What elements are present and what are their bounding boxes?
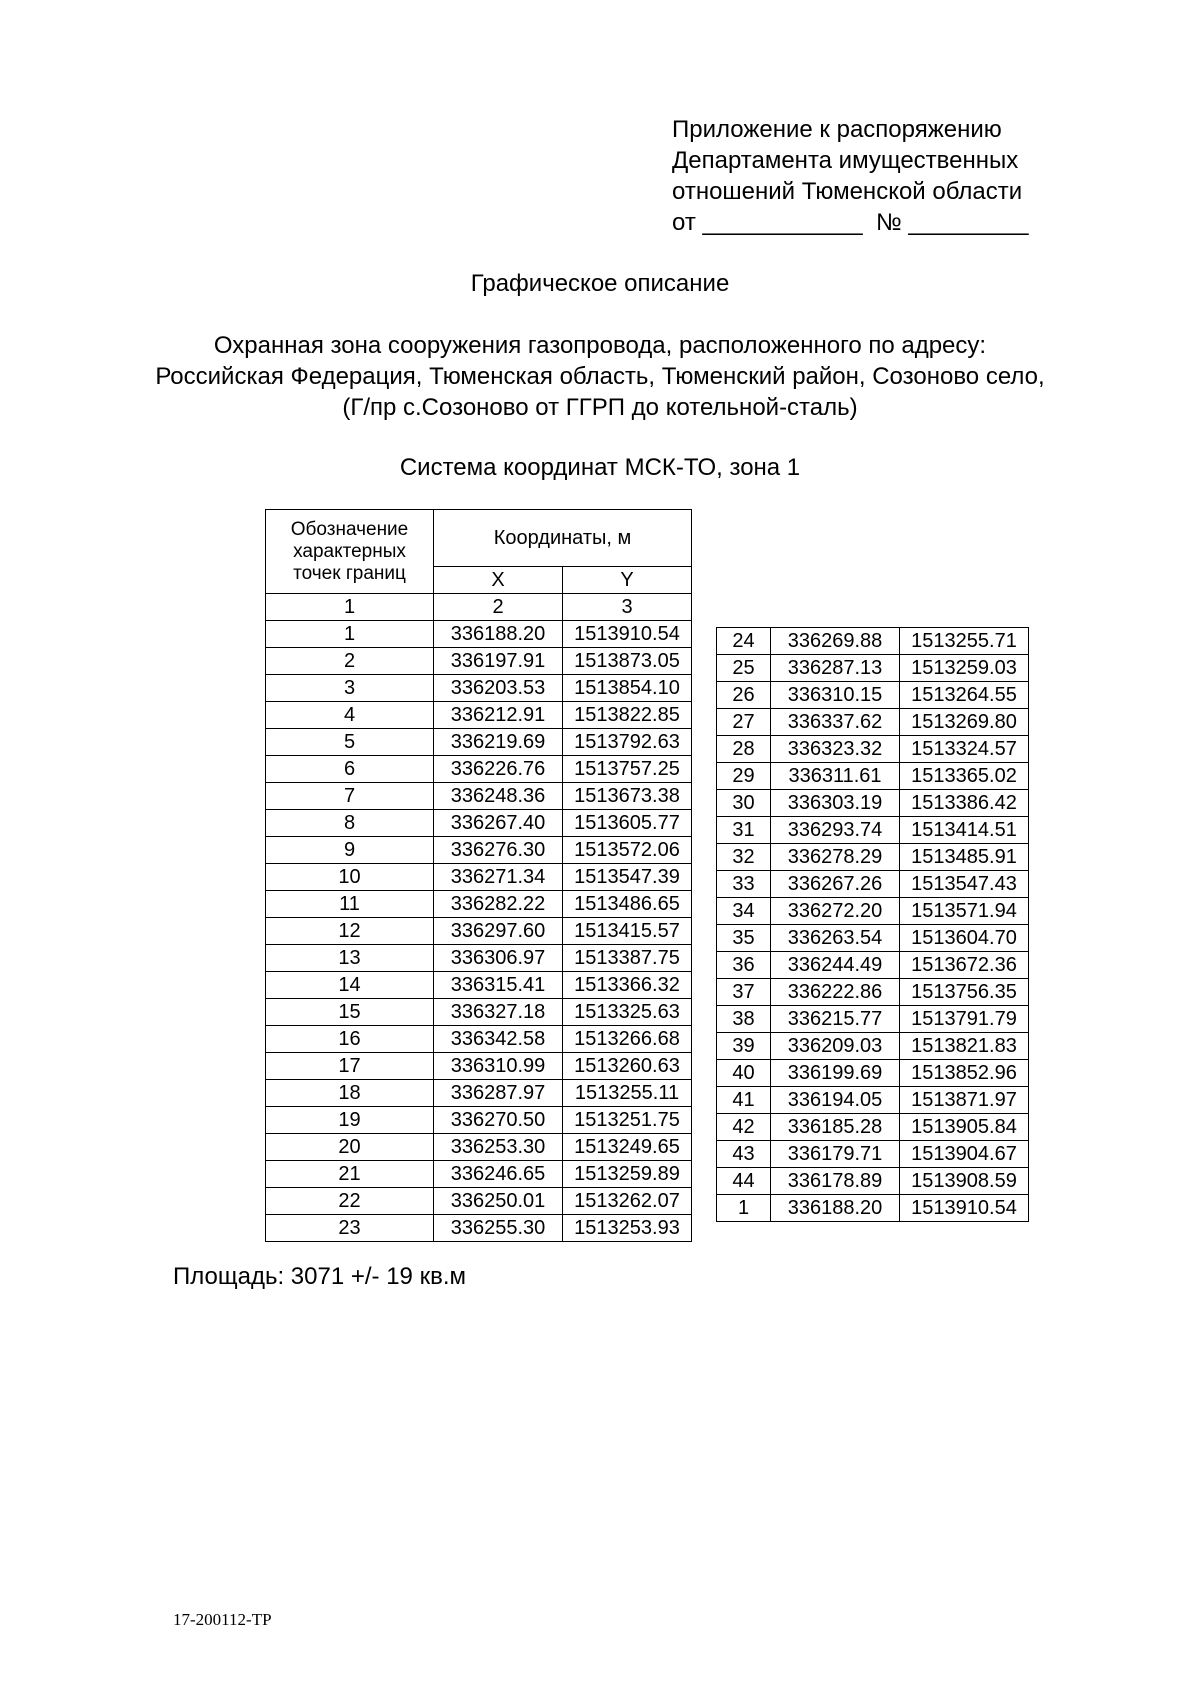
point-number: 28 — [717, 736, 771, 763]
coord-y: 1513262.07 — [563, 1188, 692, 1215]
table-row — [717, 1114, 1029, 1141]
coord-y: 1513259.03 — [900, 655, 1029, 682]
coord-y: 1513672.36 — [900, 952, 1029, 979]
point-number: 39 — [717, 1033, 771, 1060]
point-number: 34 — [717, 898, 771, 925]
table-row — [717, 709, 1029, 736]
point-number: 42 — [717, 1114, 771, 1141]
point-number: 33 — [717, 871, 771, 898]
coord-x: 336310.15 — [771, 682, 900, 709]
point-number: 8 — [266, 810, 434, 837]
point-number: 20 — [266, 1134, 434, 1161]
coord-y: 1513908.59 — [900, 1168, 1029, 1195]
table-row — [266, 891, 692, 918]
table-row — [266, 945, 692, 972]
table-row — [266, 1161, 692, 1188]
coord-x: 336342.58 — [434, 1026, 563, 1053]
coord-x: 336327.18 — [434, 999, 563, 1026]
coord-x: 336226.76 — [434, 756, 563, 783]
table-row — [266, 837, 692, 864]
table-row — [717, 871, 1029, 898]
table-row — [266, 1215, 692, 1242]
point-number: 31 — [717, 817, 771, 844]
coord-y: 1513255.11 — [563, 1080, 692, 1107]
coord-y: 1513547.39 — [563, 864, 692, 891]
point-number: 40 — [717, 1060, 771, 1087]
coord-x: 336282.22 — [434, 891, 563, 918]
coord-x: 336179.71 — [771, 1141, 900, 1168]
subject-line-3: (Г/пр с.Созоново от ГГРП до котельной-сталь) — [342, 394, 858, 421]
point-number: 38 — [717, 1006, 771, 1033]
coord-x: 336287.13 — [771, 655, 900, 682]
coord-x: 336185.28 — [771, 1114, 900, 1141]
appendix-line-2: Департамента имущественных — [672, 147, 1019, 174]
coord-x: 336250.01 — [434, 1188, 563, 1215]
appendix-date-number-line: от ____________ № _________ — [672, 209, 1029, 236]
coord-y: 1513821.83 — [900, 1033, 1029, 1060]
coord-y: 1513757.25 — [563, 756, 692, 783]
coord-y: 1513822.85 — [563, 702, 692, 729]
coord-y: 1513904.67 — [900, 1141, 1029, 1168]
coord-y: 1513673.38 — [563, 783, 692, 810]
coord-y: 1513486.65 — [563, 891, 692, 918]
table-row — [266, 1080, 692, 1107]
coord-x: 336246.65 — [434, 1161, 563, 1188]
subject-line-1: Охранная зона сооружения газопровода, расположенного по адресу: — [213, 332, 987, 359]
point-number: 21 — [266, 1161, 434, 1188]
coord-y: 1513571.94 — [900, 898, 1029, 925]
coord-x: 336293.74 — [771, 817, 900, 844]
coord-y: 1513871.97 — [900, 1087, 1029, 1114]
point-number: 24 — [717, 628, 771, 655]
point-number: 5 — [266, 729, 434, 756]
coord-x: 336188.20 — [434, 621, 563, 648]
coord-y: 1513269.80 — [900, 709, 1029, 736]
coord-x: 336323.32 — [771, 736, 900, 763]
point-number: 1 — [717, 1195, 771, 1222]
table-row — [717, 763, 1029, 790]
point-number: 32 — [717, 844, 771, 871]
point-number: 27 — [717, 709, 771, 736]
coord-x: 336315.41 — [434, 972, 563, 999]
point-number: 19 — [266, 1107, 434, 1134]
coord-x: 336248.36 — [434, 783, 563, 810]
point-number: 36 — [717, 952, 771, 979]
point-number: 14 — [266, 972, 434, 999]
point-number: 41 — [717, 1087, 771, 1114]
col-number-2: 2 — [434, 594, 563, 621]
point-number: 26 — [717, 682, 771, 709]
subject-line-2: Российская Федерация, Тюменская область, Тюменский район, Созоново село, — [155, 363, 1045, 390]
coord-x: 336178.89 — [771, 1168, 900, 1195]
coord-x: 336311.61 — [771, 763, 900, 790]
point-number: 13 — [266, 945, 434, 972]
table-row — [266, 729, 692, 756]
table-row — [266, 999, 692, 1026]
coord-y: 1513572.06 — [563, 837, 692, 864]
point-number: 1 — [266, 621, 434, 648]
coord-y: 1513260.63 — [563, 1053, 692, 1080]
header-coordinates-label: Координаты, м — [434, 510, 692, 567]
coord-x: 336263.54 — [771, 925, 900, 952]
coord-x: 336267.40 — [434, 810, 563, 837]
coord-y: 1513253.93 — [563, 1215, 692, 1242]
point-number: 23 — [266, 1215, 434, 1242]
document-code: 17-200112-ТР — [173, 1610, 272, 1629]
table-row — [717, 1060, 1029, 1087]
coord-y: 1513910.54 — [900, 1195, 1029, 1222]
coord-y: 1513792.63 — [563, 729, 692, 756]
document-title: Графическое описание — [470, 270, 730, 297]
table-row — [266, 1134, 692, 1161]
point-number: 22 — [266, 1188, 434, 1215]
coord-y: 1513905.84 — [900, 1114, 1029, 1141]
coord-x: 336244.49 — [771, 952, 900, 979]
coord-x: 336253.30 — [434, 1134, 563, 1161]
coord-y: 1513852.96 — [900, 1060, 1029, 1087]
coord-x: 336287.97 — [434, 1080, 563, 1107]
coord-y: 1513605.77 — [563, 810, 692, 837]
table-row — [717, 898, 1029, 925]
table-row — [266, 621, 692, 648]
coord-x: 336203.53 — [434, 675, 563, 702]
coord-y: 1513259.89 — [563, 1161, 692, 1188]
coord-x: 336278.29 — [771, 844, 900, 871]
coord-x: 336222.86 — [771, 979, 900, 1006]
coord-x: 336212.91 — [434, 702, 563, 729]
coord-y: 1513604.70 — [900, 925, 1029, 952]
table-row — [266, 783, 692, 810]
table-row — [717, 1168, 1029, 1195]
coord-y: 1513854.10 — [563, 675, 692, 702]
coord-y: 1513414.51 — [900, 817, 1029, 844]
table-row — [717, 925, 1029, 952]
coord-y: 1513756.35 — [900, 979, 1029, 1006]
coord-x: 336194.05 — [771, 1087, 900, 1114]
table-row — [717, 844, 1029, 871]
table-row — [266, 810, 692, 837]
table-row — [717, 682, 1029, 709]
coord-x: 336306.97 — [434, 945, 563, 972]
table-column-number-row — [266, 594, 692, 621]
coord-x: 336270.50 — [434, 1107, 563, 1134]
table-row — [717, 952, 1029, 979]
coord-y: 1513387.75 — [563, 945, 692, 972]
point-number: 43 — [717, 1141, 771, 1168]
coord-x: 336197.91 — [434, 648, 563, 675]
point-number: 25 — [717, 655, 771, 682]
coord-y: 1513249.65 — [563, 1134, 692, 1161]
col-number-1: 1 — [266, 594, 434, 621]
coord-x: 336199.69 — [771, 1060, 900, 1087]
appendix-header — [672, 114, 1029, 238]
table-row — [266, 702, 692, 729]
header-x: X — [434, 567, 563, 594]
coord-y: 1513910.54 — [563, 621, 692, 648]
point-number: 37 — [717, 979, 771, 1006]
point-number: 6 — [266, 756, 434, 783]
point-number: 15 — [266, 999, 434, 1026]
coord-y: 1513386.42 — [900, 790, 1029, 817]
coord-x: 336272.20 — [771, 898, 900, 925]
coordinates-table-continuation — [716, 627, 1029, 1222]
table-row — [717, 979, 1029, 1006]
coordinate-system: Система координат МСК-ТО, зона 1 — [399, 454, 801, 481]
table-row — [717, 1195, 1029, 1222]
coord-x: 336271.34 — [434, 864, 563, 891]
table-row — [266, 648, 692, 675]
coord-y: 1513547.43 — [900, 871, 1029, 898]
point-number: 10 — [266, 864, 434, 891]
table-row — [717, 1033, 1029, 1060]
coord-y: 1513415.57 — [563, 918, 692, 945]
point-number: 9 — [266, 837, 434, 864]
coord-x: 336303.19 — [771, 790, 900, 817]
header-y: Y — [563, 567, 692, 594]
point-number: 18 — [266, 1080, 434, 1107]
table-row — [266, 918, 692, 945]
coord-x: 336310.99 — [434, 1053, 563, 1080]
header-point-label: Обозначение характерных точек границ — [266, 510, 434, 594]
coord-x: 336215.77 — [771, 1006, 900, 1033]
table-row — [717, 1087, 1029, 1114]
table-row — [266, 1188, 692, 1215]
coord-x: 336297.60 — [434, 918, 563, 945]
table-row — [266, 675, 692, 702]
coord-y: 1513791.79 — [900, 1006, 1029, 1033]
table-row — [717, 817, 1029, 844]
point-number: 35 — [717, 925, 771, 952]
coord-y: 1513366.32 — [563, 972, 692, 999]
coordinates-table — [265, 509, 692, 1242]
point-number: 29 — [717, 763, 771, 790]
point-number: 2 — [266, 648, 434, 675]
table-row — [717, 1006, 1029, 1033]
coord-y: 1513485.91 — [900, 844, 1029, 871]
point-number: 30 — [717, 790, 771, 817]
coord-y: 1513266.68 — [563, 1026, 692, 1053]
table-row — [266, 1107, 692, 1134]
point-number: 3 — [266, 675, 434, 702]
coord-x: 336269.88 — [771, 628, 900, 655]
coord-x: 336188.20 — [771, 1195, 900, 1222]
point-number: 44 — [717, 1168, 771, 1195]
coord-y: 1513365.02 — [900, 763, 1029, 790]
table-row — [717, 655, 1029, 682]
coord-y: 1513251.75 — [563, 1107, 692, 1134]
coord-x: 336337.62 — [771, 709, 900, 736]
coord-y: 1513255.71 — [900, 628, 1029, 655]
coord-y: 1513325.63 — [563, 999, 692, 1026]
point-number: 17 — [266, 1053, 434, 1080]
table-row — [266, 1053, 692, 1080]
coord-x: 336209.03 — [771, 1033, 900, 1060]
coord-x: 336267.26 — [771, 871, 900, 898]
coord-y: 1513873.05 — [563, 648, 692, 675]
coord-x: 336219.69 — [434, 729, 563, 756]
table-row — [266, 972, 692, 999]
point-number: 11 — [266, 891, 434, 918]
area-value: Площадь: 3071 +/- 19 кв.м — [173, 1263, 466, 1290]
point-number: 12 — [266, 918, 434, 945]
table-row — [717, 790, 1029, 817]
col-number-3: 3 — [563, 594, 692, 621]
table-row — [717, 736, 1029, 763]
coord-x: 336276.30 — [434, 837, 563, 864]
table-row — [717, 1141, 1029, 1168]
table-row — [717, 628, 1029, 655]
coord-y: 1513264.55 — [900, 682, 1029, 709]
table-row — [266, 1026, 692, 1053]
point-number: 7 — [266, 783, 434, 810]
table-row — [266, 756, 692, 783]
coord-y: 1513324.57 — [900, 736, 1029, 763]
coord-x: 336255.30 — [434, 1215, 563, 1242]
point-number: 4 — [266, 702, 434, 729]
table-row — [266, 864, 692, 891]
appendix-line-1: Приложение к распоряжению — [672, 116, 1002, 143]
appendix-line-3: отношений Тюменской области — [672, 178, 1023, 205]
point-number: 16 — [266, 1026, 434, 1053]
